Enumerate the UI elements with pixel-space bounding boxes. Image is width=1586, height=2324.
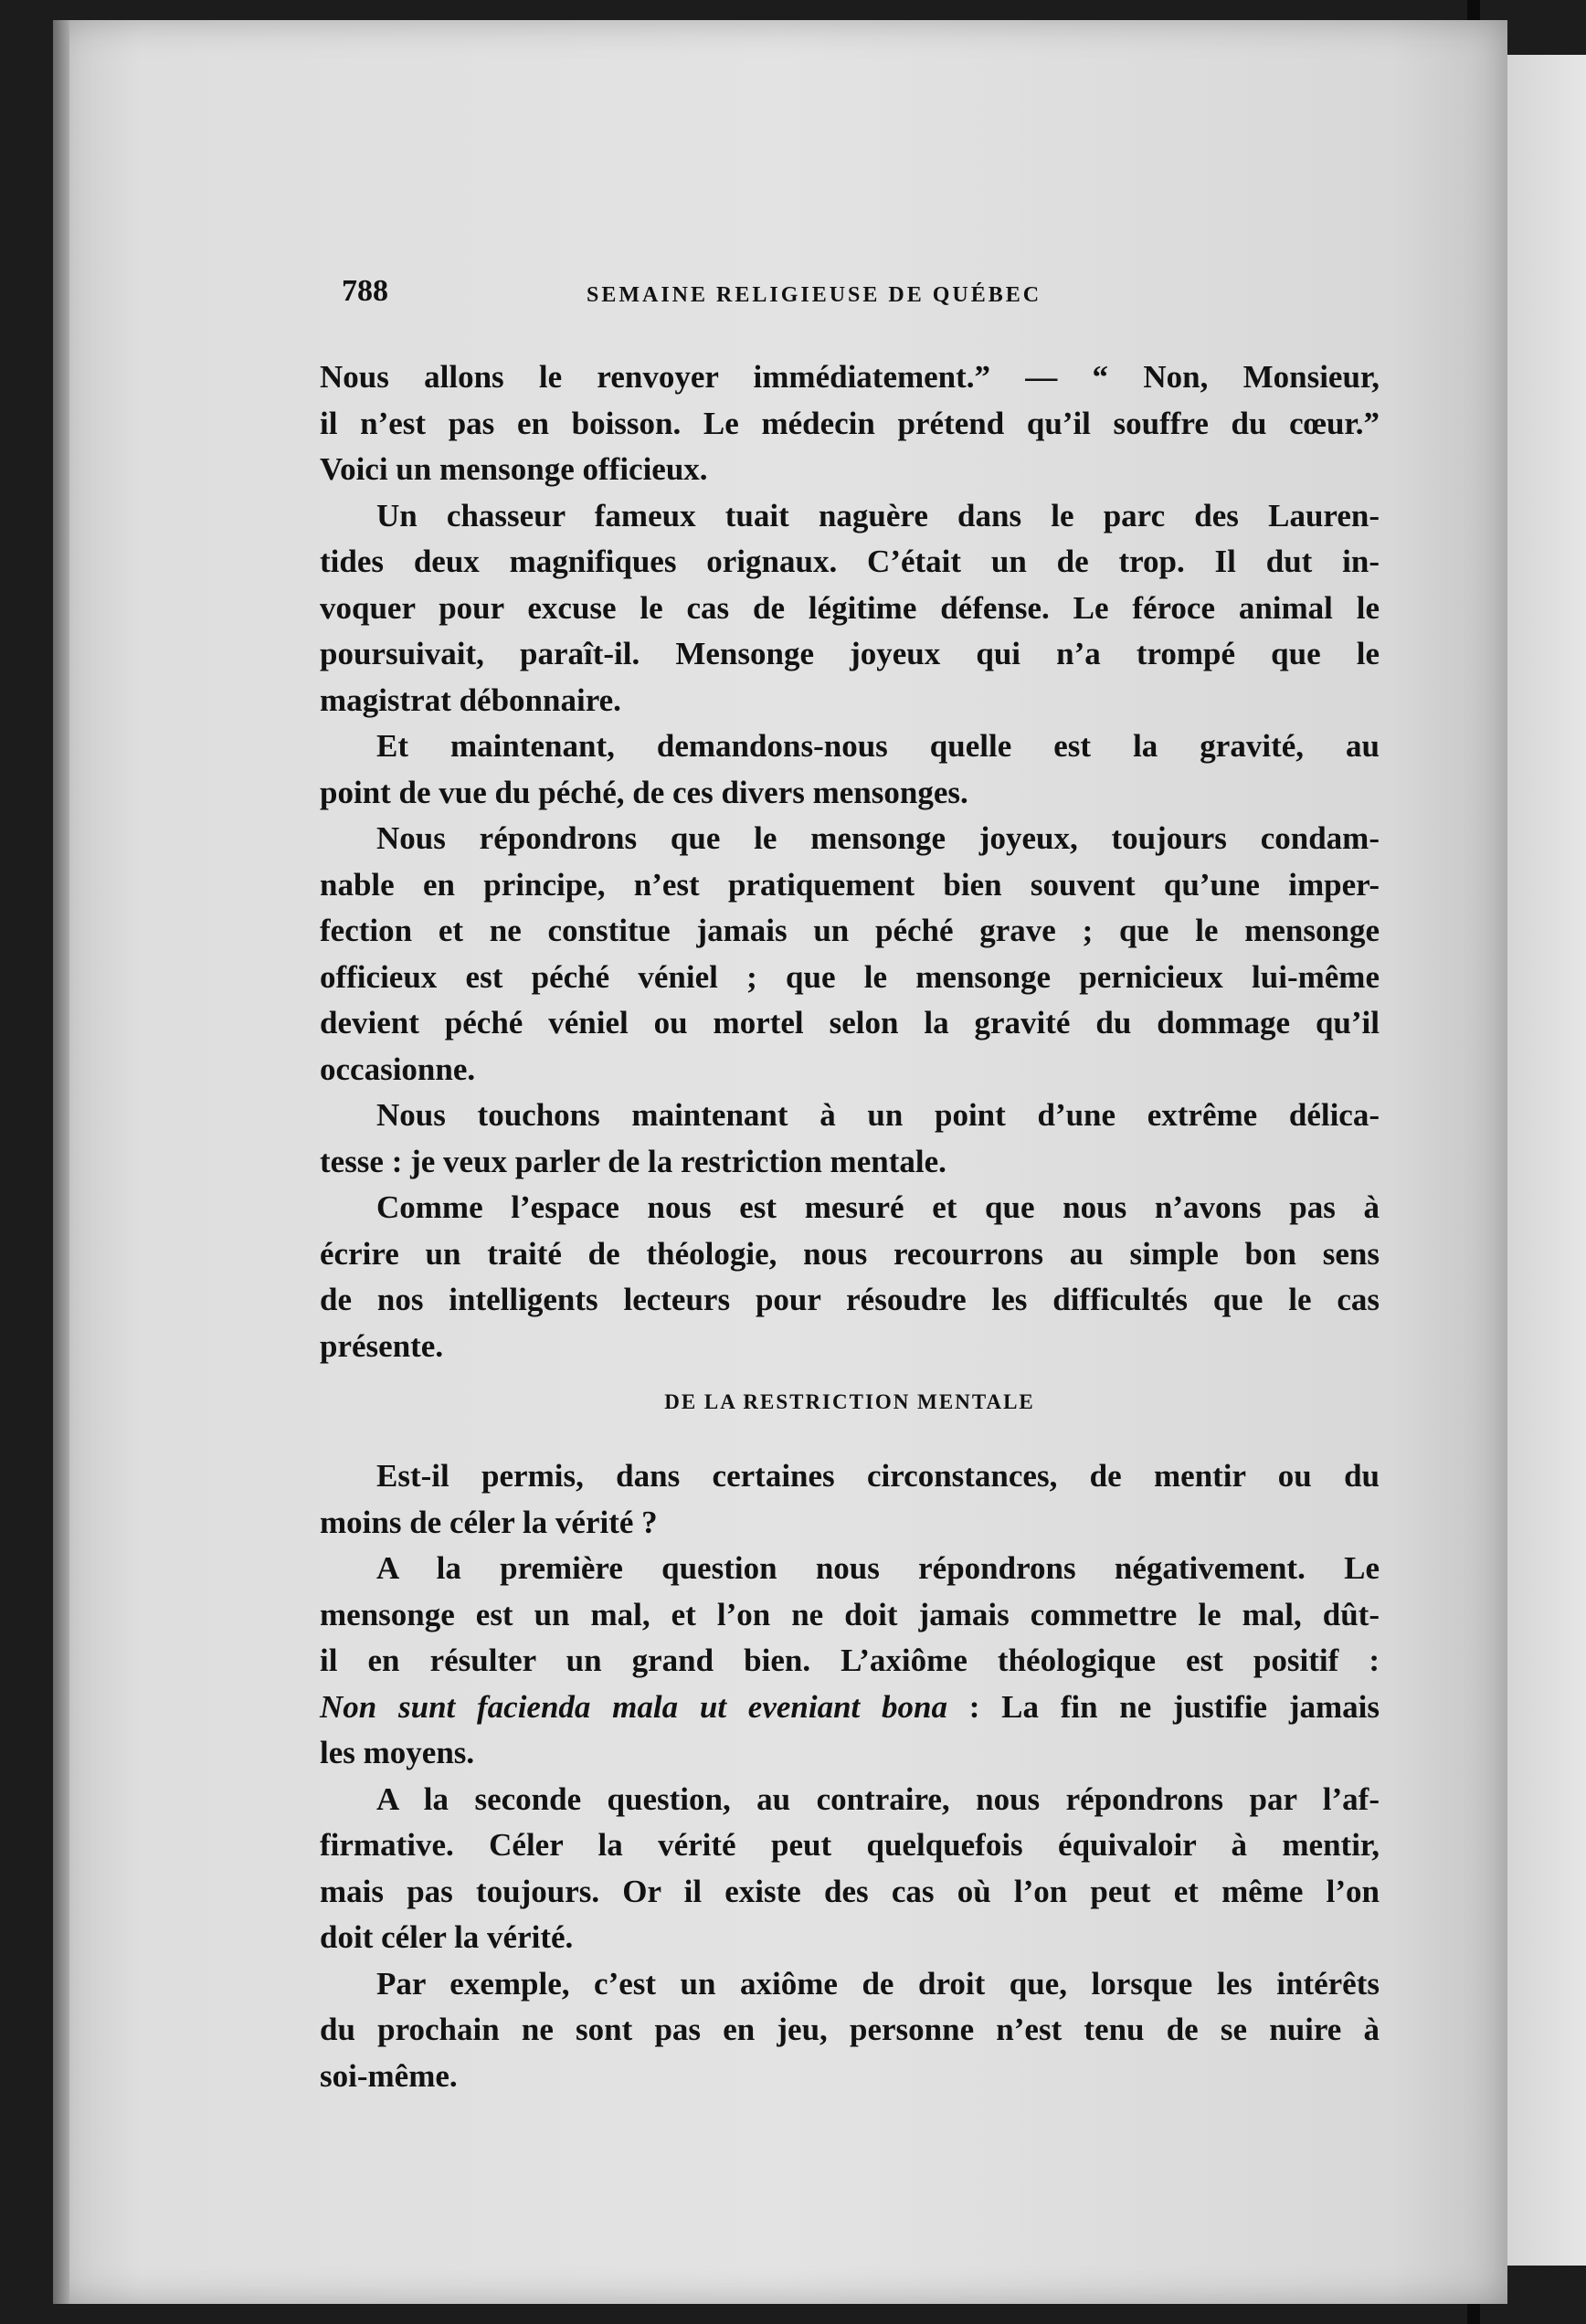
text-line: fection et ne constitue jamais un péché grave ; que le mensonge bbox=[320, 913, 1380, 948]
running-head: SEMAINE RELIGIEUSE DE QUÉBEC bbox=[587, 283, 1042, 307]
page-number: 788 bbox=[342, 274, 388, 308]
latin-quote-continuation: : La fin ne justifie jamais bbox=[946, 1688, 1380, 1725]
latin-quote: Non sunt facienda mala ut eveniant bona bbox=[320, 1688, 947, 1725]
text-line: A la seconde question, au contraire, nous répondrons par l’af- bbox=[376, 1780, 1380, 1817]
text-line: voquer pour excuse le cas de légitime défense. Le féroce animal le bbox=[320, 589, 1380, 626]
text-line: écrire un traité de théologie, nous recourrons au simple bon sens bbox=[320, 1235, 1380, 1272]
text-line: Nous répondrons que le mensonge joyeux, toujours condam- bbox=[376, 820, 1380, 856]
text-line: magistrat débonnaire. bbox=[320, 681, 621, 718]
page-edge bbox=[53, 20, 69, 2304]
text-line: Par exemple, c’est un axiôme de droit que, lorsque les intérêts bbox=[376, 1965, 1380, 2002]
text-line: point de vue du péché, de ces divers mensonges. bbox=[320, 774, 968, 810]
text-line: Comme l’espace nous est mesuré et que nous n’avons pas à bbox=[376, 1189, 1380, 1225]
text-line: il n’est pas en boisson. Le médecin prétend qu’il souffre du cœur.” bbox=[320, 405, 1380, 441]
latin-quote-line bbox=[320, 1685, 1380, 1731]
text-line: devient péché véniel ou mortel selon la gravité du dommage qu’il bbox=[320, 1005, 1380, 1041]
text-line: Est-il permis, dans certaines circonstances, de mentir ou du bbox=[376, 1458, 1380, 1494]
text-line: Et maintenant, demandons-nous quelle est la gravité, au bbox=[376, 728, 1380, 764]
text-line: il en résulter un grand bien. L’axiôme théologique est positif : bbox=[320, 1643, 1380, 1678]
text-line: du prochain ne sont pas en jeu, personne n’est tenu de se nuire à bbox=[320, 2012, 1380, 2047]
body-text bbox=[320, 354, 1380, 2099]
text-line: nable en principe, n’est pratiquement bien souvent qu’une imper- bbox=[320, 866, 1380, 903]
text-line: présente. bbox=[320, 1327, 444, 1364]
text-line: occasionne. bbox=[320, 1051, 476, 1087]
text-line: Nous touchons maintenant à un point d’une extrême délica- bbox=[376, 1097, 1380, 1133]
text-line: moins de céler la vérité ? bbox=[320, 1504, 658, 1540]
text-line: tesse : je veux parler de la restriction mentale. bbox=[320, 1143, 946, 1179]
text-line: mais pas toujours. Or il existe des cas où l’on peut et même l’on bbox=[320, 1873, 1380, 1909]
text-line: Un chasseur fameux tuait naguère dans le parc des Lauren- bbox=[376, 497, 1380, 533]
text-line: officieux est péché véniel ; que le mensonge pernicieux lui-même bbox=[320, 958, 1380, 995]
text-line: poursuivait, paraît-il. Mensonge joyeux qui n’a trompé que le bbox=[320, 636, 1380, 671]
text-line: mensonge est un mal, et l’on ne doit jamais commettre le mal, dût- bbox=[320, 1596, 1380, 1632]
text-line: de nos intelligents lecteurs pour résoudre les difficultés que le cas bbox=[320, 1282, 1380, 1317]
section-heading: DE LA RESTRICTION MENTALE bbox=[664, 1390, 1035, 1413]
text-line: Voici un mensonge officieux. bbox=[320, 451, 708, 487]
text-line: les moyens. bbox=[320, 1735, 475, 1770]
text-line: Nous allons le renvoyer immédiatement.” — “ Non, Monsieur, bbox=[320, 359, 1380, 395]
page-header bbox=[342, 274, 1164, 320]
text-line: doit céler la vérité. bbox=[320, 1919, 574, 1955]
text-line: A la première question nous répondrons négativement. Le bbox=[376, 1550, 1380, 1586]
text-line: firmative. Céler la vérité peut quelquefois équivaloir à mentir, bbox=[320, 1827, 1380, 1863]
text-line: tides deux magnifiques orignaux. C’était un de trop. Il dut in- bbox=[320, 544, 1380, 579]
text-line: soi-même. bbox=[320, 2057, 458, 2094]
